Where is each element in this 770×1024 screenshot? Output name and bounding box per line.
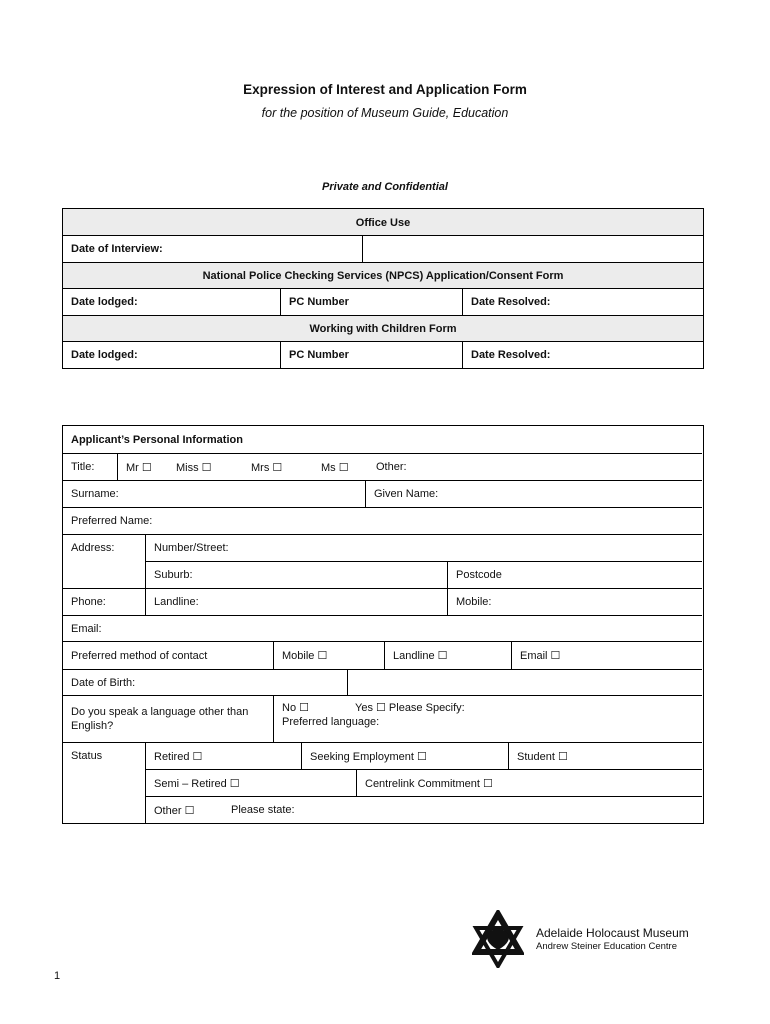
contact-email-checkbox[interactable]: Email ☐ bbox=[520, 650, 561, 662]
museum-logo-icon bbox=[472, 910, 524, 968]
address-label: Address: bbox=[71, 542, 115, 554]
given-name-field[interactable]: Given Name: bbox=[374, 488, 439, 500]
status-seeking-checkbox[interactable]: Seeking Employment ☐ bbox=[310, 750, 427, 763]
status-student-checkbox[interactable]: Student ☐ bbox=[517, 750, 568, 763]
language-no-checkbox[interactable]: No ☐ bbox=[282, 701, 309, 714]
date-of-interview-field[interactable] bbox=[363, 236, 703, 262]
email-field[interactable]: Email: bbox=[71, 622, 102, 635]
language-question: Do you speak a language other than English? bbox=[71, 706, 249, 732]
wwc-date-resolved[interactable]: Date Resolved: bbox=[471, 349, 551, 361]
status-semi-retired-checkbox[interactable]: Semi – Retired ☐ bbox=[154, 777, 240, 790]
confidential-label: Private and Confidential bbox=[322, 181, 448, 193]
npcs-date-resolved[interactable]: Date Resolved: bbox=[471, 296, 551, 308]
title-ms-option[interactable]: Ms ☐ bbox=[321, 461, 349, 474]
suburb-field[interactable]: Suburb: bbox=[154, 569, 193, 581]
form-title: Expression of Interest and Application Form bbox=[243, 82, 527, 97]
preferred-name-field[interactable]: Preferred Name: bbox=[71, 515, 153, 527]
number-street-field[interactable]: Number/Street: bbox=[154, 542, 229, 554]
landline-field[interactable]: Landline: bbox=[154, 596, 199, 608]
contact-method-label: Preferred method of contact bbox=[71, 649, 208, 662]
date-of-interview-label: Date of Interview: bbox=[71, 243, 163, 255]
wwc-pc-number[interactable]: PC Number bbox=[289, 349, 349, 361]
contact-landline-checkbox[interactable]: Landline ☐ bbox=[393, 650, 448, 662]
contact-mobile-checkbox[interactable]: Mobile ☐ bbox=[282, 650, 328, 662]
title-other-option[interactable]: Other: bbox=[376, 461, 407, 473]
phone-label: Phone: bbox=[71, 596, 106, 608]
language-yes-checkbox[interactable]: Yes ☐ Please Specify: bbox=[355, 701, 465, 714]
status-centrelink-checkbox[interactable]: Centrelink Commitment ☐ bbox=[365, 777, 493, 790]
status-please-state[interactable]: Please state: bbox=[231, 804, 295, 816]
npcs-heading: National Police Checking Services (NPCS) Application/Consent Form bbox=[63, 263, 703, 288]
mobile-field[interactable]: Mobile: bbox=[456, 596, 492, 608]
surname-field[interactable]: Surname: bbox=[71, 488, 119, 500]
office-use-heading: Office Use bbox=[63, 209, 703, 236]
title-miss-option[interactable]: Miss ☐ bbox=[176, 461, 212, 474]
title-mr-option[interactable]: Mr ☐ bbox=[126, 461, 152, 474]
status-other-checkbox[interactable]: Other ☐ bbox=[154, 804, 195, 817]
page-number: 1 bbox=[54, 970, 61, 982]
title-mrs-option[interactable]: Mrs ☐ bbox=[251, 461, 283, 474]
wwc-date-lodged[interactable]: Date lodged: bbox=[71, 349, 138, 361]
title-label: Title: bbox=[71, 461, 95, 473]
npcs-pc-number[interactable]: PC Number bbox=[289, 296, 349, 308]
dob-field[interactable] bbox=[348, 670, 702, 695]
status-label: Status bbox=[71, 750, 103, 762]
dob-label: Date of Birth: bbox=[71, 676, 136, 689]
logo-text-museum: Adelaide Holocaust Museum bbox=[536, 926, 689, 940]
personal-info-table bbox=[62, 425, 704, 824]
status-retired-checkbox[interactable]: Retired ☐ bbox=[154, 750, 203, 763]
postcode-field[interactable]: Postcode bbox=[456, 569, 502, 581]
preferred-language-field[interactable]: Preferred language: bbox=[282, 716, 380, 728]
logo-text-centre: Andrew Steiner Education Centre bbox=[536, 941, 677, 952]
personal-info-heading: Applicant’s Personal Information bbox=[71, 433, 243, 446]
form-subtitle: for the position of Museum Guide, Education bbox=[261, 106, 509, 120]
npcs-date-lodged[interactable]: Date lodged: bbox=[71, 296, 138, 308]
office-use-table bbox=[62, 208, 704, 369]
wwc-heading: Working with Children Form bbox=[63, 316, 703, 341]
